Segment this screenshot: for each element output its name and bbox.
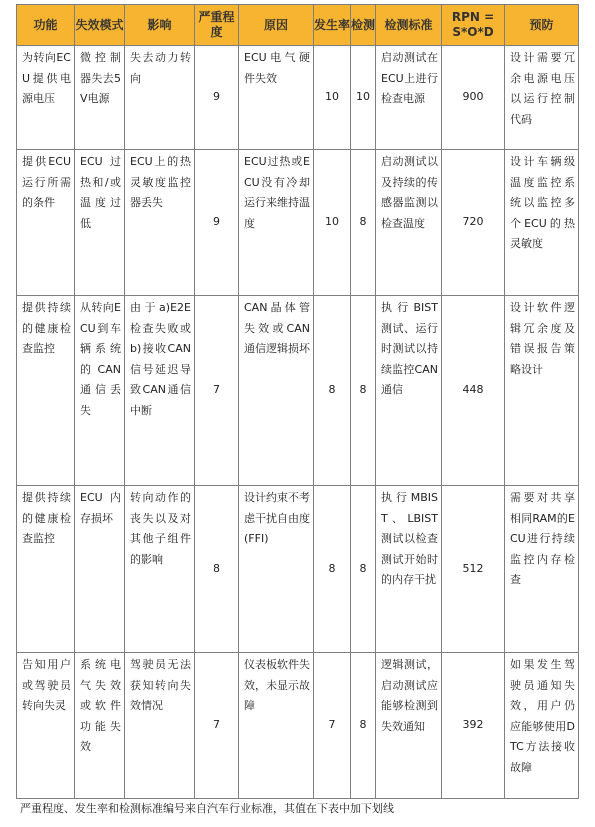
- cell-detection: 8: [351, 486, 376, 653]
- cell-rpn: 448: [442, 296, 505, 486]
- cell-rpn: 900: [442, 46, 505, 150]
- cell-detection-standard: 执行MBIST、LBIST测试以检查测试开始时的内存干扰: [376, 486, 442, 653]
- header-failure-mode: 失效模式: [75, 5, 125, 46]
- header-detection: 检测: [351, 5, 376, 46]
- cell-severity: 9: [195, 150, 239, 296]
- fmea-table: [16, 4, 579, 799]
- header-rpn: RPN = S*O*D: [442, 5, 505, 46]
- cell-failure-mode: ECU过热和/或温度过低: [75, 150, 125, 296]
- cell-effect: 转向动作的丧失以及对其他子组件的影响: [125, 486, 195, 653]
- cell-detection: 10: [351, 46, 376, 150]
- cell-detection: 8: [351, 296, 376, 486]
- cell-cause: ECU过热或ECU没有冷却运行来维持温度: [239, 150, 314, 296]
- cell-cause: ECU电气硬件失效: [239, 46, 314, 150]
- cell-severity: 9: [195, 46, 239, 150]
- cell-effect: 由于a)E2E检查失败或b)接收CAN信号延迟导致CAN通信中断: [125, 296, 195, 486]
- cell-occurrence: 10: [314, 46, 351, 150]
- header-severity: 严重程度: [195, 5, 239, 46]
- cell-rpn: 512: [442, 486, 505, 653]
- cell-effect: 失去动力转向: [125, 46, 195, 150]
- table-row: [17, 296, 579, 486]
- cell-function: 提供持续的健康检查监控: [17, 296, 75, 486]
- cell-cause: CAN晶体管失效或CAN通信逻辑损坏: [239, 296, 314, 486]
- cell-effect: ECU上的热灵敏度监控器丢失: [125, 150, 195, 296]
- header-prevention: 预防: [505, 5, 579, 46]
- header-effect: 影响: [125, 5, 195, 46]
- cell-function: 提供ECU运行所需的条件: [17, 150, 75, 296]
- cell-prevention: 如果发生驾驶员通知失效，用户仍应能够使用DTC方法接收故障: [505, 653, 579, 799]
- cell-rpn: 392: [442, 653, 505, 799]
- cell-cause: 设计约束不考虑干扰自由度(FFI): [239, 486, 314, 653]
- cell-occurrence: 10: [314, 150, 351, 296]
- footnote: 严重程度、发生率和检测标准编号来自汽车行业标准，其值在下表中加下划线: [20, 802, 394, 815]
- table-row: [17, 486, 579, 653]
- cell-failure-mode: 微控制器失去5V电源: [75, 46, 125, 150]
- header-row: [17, 5, 579, 46]
- header-detection-standard: 检测标准: [376, 5, 442, 46]
- cell-rpn: 720: [442, 150, 505, 296]
- cell-detection: 8: [351, 653, 376, 799]
- cell-failure-mode: 从转向ECU到车辆系统的CAN通信丢失: [75, 296, 125, 486]
- cell-severity: 7: [195, 653, 239, 799]
- cell-prevention: 设计需要冗余电源电压以运行控制代码: [505, 46, 579, 150]
- cell-function: 为转向ECU提供电源电压: [17, 46, 75, 150]
- cell-failure-mode: 系统电气失效或软件功能失效: [75, 653, 125, 799]
- table-row: [17, 653, 579, 799]
- cell-occurrence: 7: [314, 653, 351, 799]
- cell-occurrence: 8: [314, 486, 351, 653]
- cell-detection: 8: [351, 150, 376, 296]
- cell-severity: 7: [195, 296, 239, 486]
- header-function: 功能: [17, 5, 75, 46]
- cell-function: 告知用户或驾驶员转向失灵: [17, 653, 75, 799]
- cell-occurrence: 8: [314, 296, 351, 486]
- cell-detection-standard: 启动测试在ECU上进行检查电源: [376, 46, 442, 150]
- header-cause: 原因: [239, 5, 314, 46]
- cell-detection-standard: 执行BIST测试、运行时测试以持续监控CAN通信: [376, 296, 442, 486]
- cell-severity: 8: [195, 486, 239, 653]
- cell-cause: 仪表板软件失效，未显示故障: [239, 653, 314, 799]
- cell-effect: 驾驶员无法获知转向失效情况: [125, 653, 195, 799]
- cell-prevention: 需要对共享相同RAM的ECU进行持续监控内存检查: [505, 486, 579, 653]
- header-occurrence: 发生率: [314, 5, 351, 46]
- cell-function: 提供持续的健康检查监控: [17, 486, 75, 653]
- cell-detection-standard: 启动测试以及持续的传感器监测以检查温度: [376, 150, 442, 296]
- table-row: [17, 150, 579, 296]
- table-row: [17, 46, 579, 150]
- cell-prevention: 设计软件逻辑冗余度及错误报告策略设计: [505, 296, 579, 486]
- cell-detection-standard: 逻辑测试，启动测试应能够检测到失效通知: [376, 653, 442, 799]
- cell-failure-mode: ECU内存损坏: [75, 486, 125, 653]
- cell-prevention: 设计车辆级温度监控系统以监控多个ECU的热灵敏度: [505, 150, 579, 296]
